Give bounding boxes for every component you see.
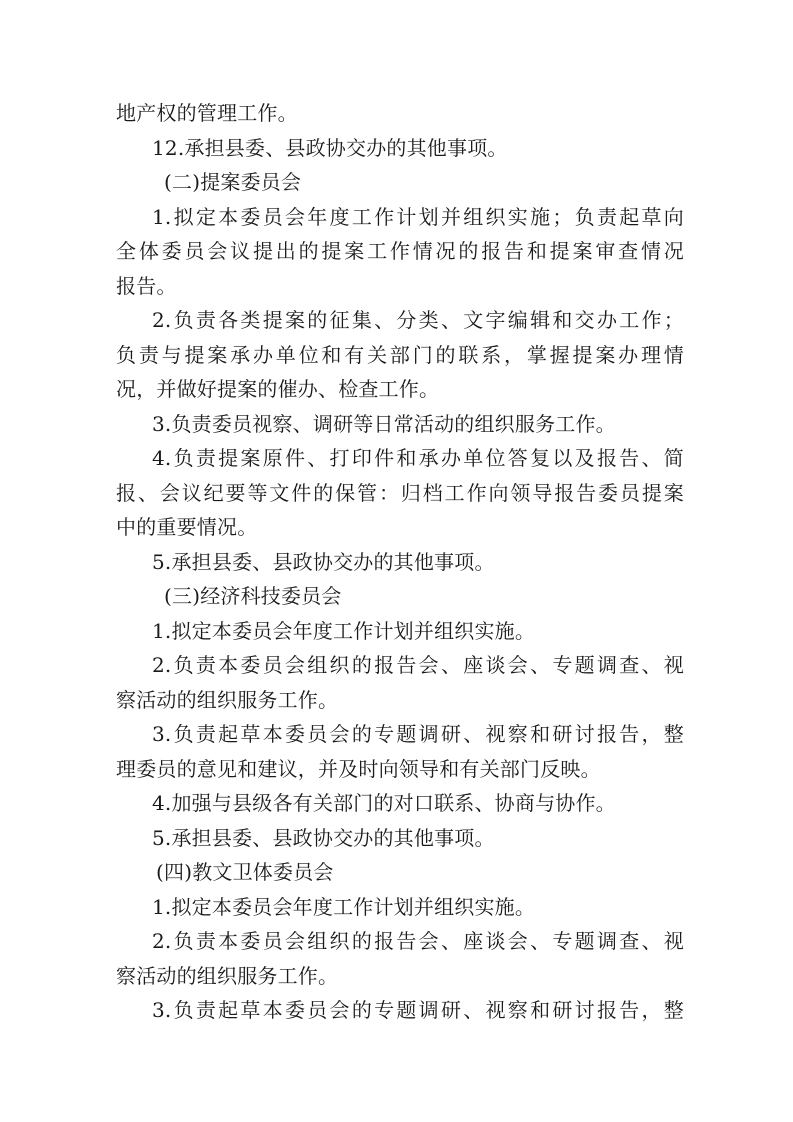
list-item-line: 2.负责本委员会组织的报告会、座谈会、专题调查、视 (152, 929, 684, 953)
text-line: 全体委员会议提出的提案工作情况的报告和提案审查情况 (116, 239, 684, 263)
list-item-line: 12.承担县委、县政协交办的其他事项。 (152, 135, 508, 160)
text-line: 察活动的组织服务工作。 (116, 963, 339, 988)
list-item-line: 1.拟定本委员会年度工作计划并组织实施。 (152, 618, 536, 643)
list-item-line: 3.负责起草本委员会的专题调研、视察和研讨报告，整 (152, 722, 684, 746)
text-line: 察活动的组织服务工作。 (116, 687, 339, 712)
list-item-line: 3.负责委员视察、调研等日常活动的组织服务工作。 (152, 411, 616, 436)
list-item-line: 5.承担县委、县政协交办的其他事项。 (152, 825, 495, 850)
section-heading: (三)经济科技委员会 (164, 584, 342, 608)
list-item-line: 1.拟定本委员会年度工作计划并组织实施。 (152, 894, 536, 919)
section-heading: (四)教文卫体委员会 (156, 860, 334, 884)
text-line: 地产权的管理工作。 (116, 101, 298, 125)
text-line: 况，并做好提案的催办、检查工作。 (116, 377, 440, 401)
list-item-line: 4.负责提案原件、打印件和承办单位答复以及报告、简 (152, 446, 684, 470)
list-item-line: 3.负责起草本委员会的专题调研、视察和研讨报告，整 (152, 998, 684, 1022)
list-item-line: 2.负责各类提案的征集、分类、文字编辑和交办工作； (152, 308, 684, 332)
document-body (116, 96, 684, 1028)
list-item-line: 4.加强与县级各有关部门的对口联系、协商与协作。 (152, 791, 616, 815)
text-line: 负责与提案承办单位和有关部门的联系，掌握提案办理情 (116, 342, 684, 367)
text-line: 报、会议纪要等文件的保管：归档工作向领导报告委员提案 (116, 480, 684, 505)
list-item-line: 1.拟定本委员会年度工作计划并组织实施；负责起草向 (152, 204, 684, 229)
text-line: 报告。 (116, 273, 177, 298)
section-heading: (二)提案委员会 (164, 170, 302, 194)
text-line: 中的重要情况。 (116, 515, 258, 539)
list-item-line: 5.承担县委、县政协交办的其他事项。 (152, 549, 495, 574)
text-line: 理委员的意见和建议，并及时向领导和有关部门反映。 (116, 756, 601, 781)
list-item-line: 2.负责本委员会组织的报告会、座谈会、专题调查、视 (152, 653, 684, 677)
